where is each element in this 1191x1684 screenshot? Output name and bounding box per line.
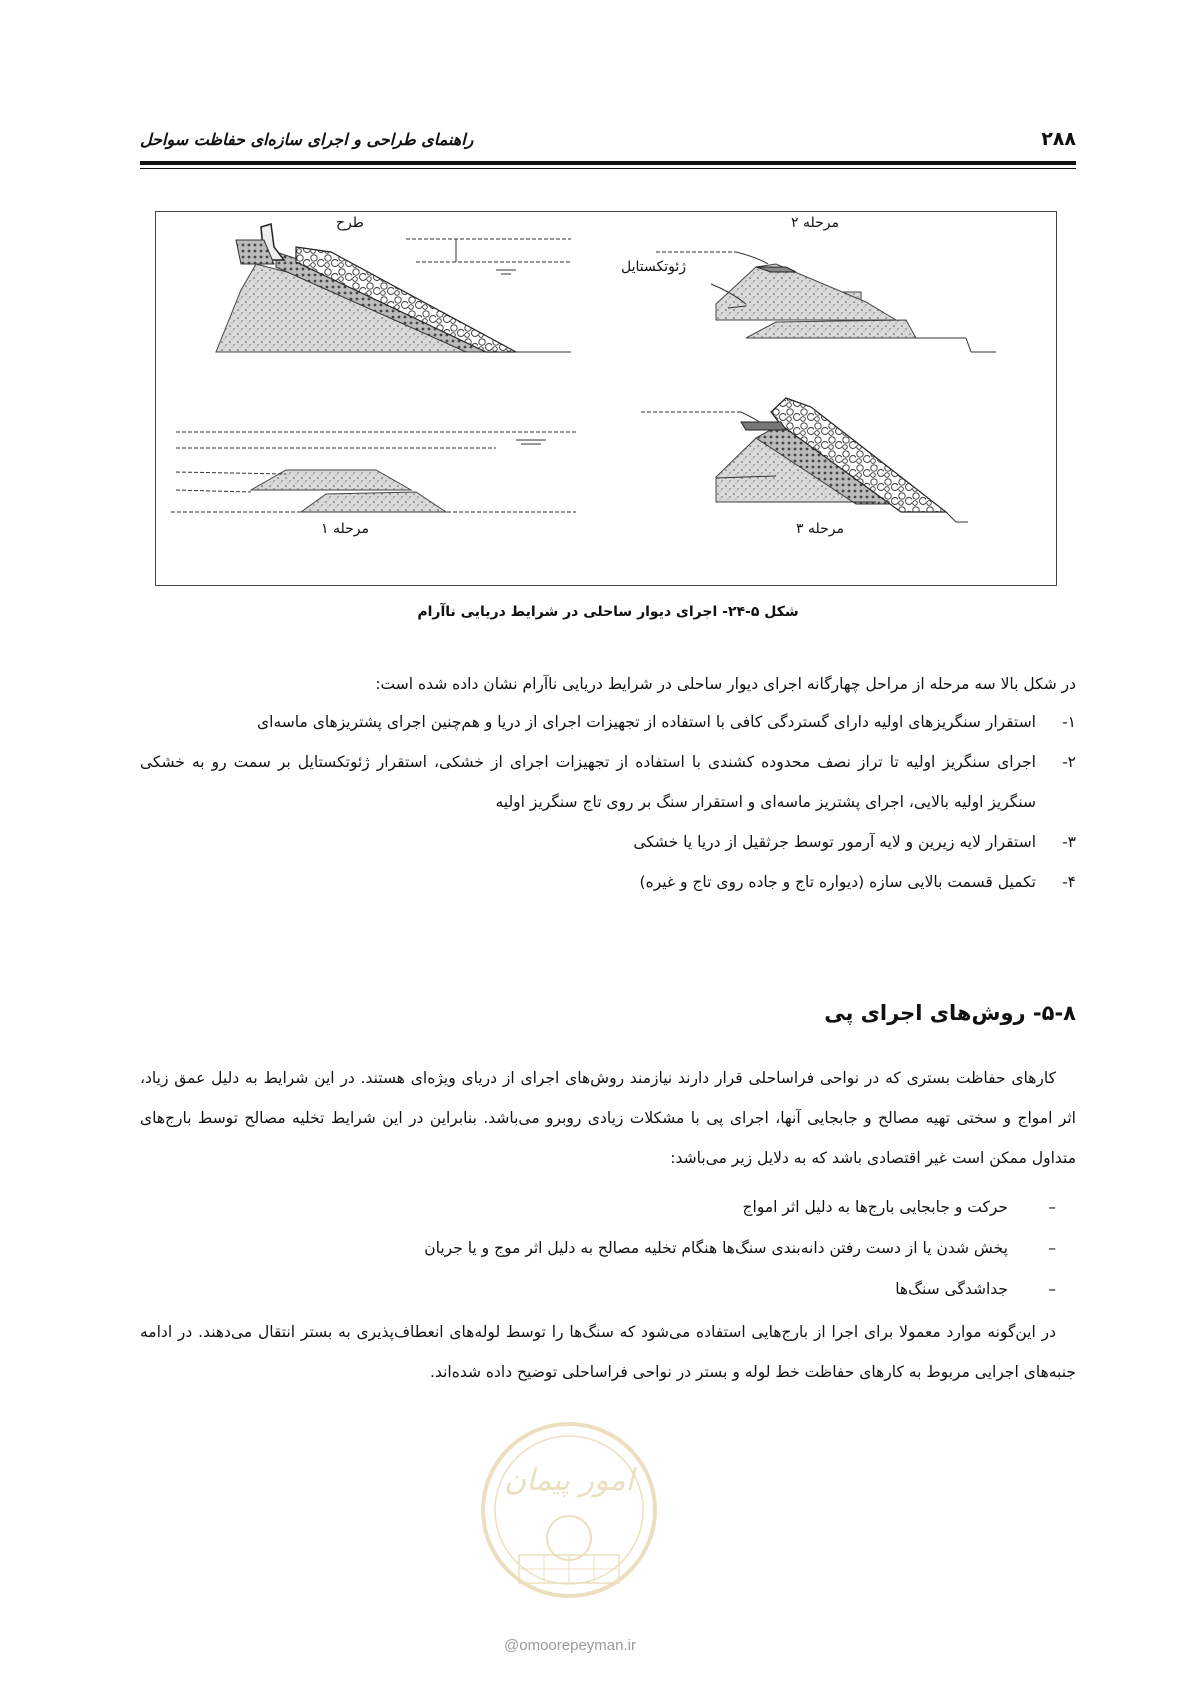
list-item (140, 822, 1076, 862)
dash-bullet: – (1048, 1280, 1056, 1298)
figure-drawing (156, 212, 1056, 585)
label-geotextile: ژئوتکستایل (621, 259, 686, 275)
dash-bullet: – (1048, 1198, 1056, 1216)
page-number: ۲۸۸ (1041, 128, 1076, 150)
label-design: طرح (336, 215, 364, 231)
reasons-list (140, 1187, 1076, 1310)
stage3-drawing (641, 398, 968, 522)
section-paragraph: کارهای حفاظت بستری که در نواحی فراساحلی قرار دارند نیازمند روش‌های اجرای از دریای ویژه‌ای هستند. در این شرایط به دلیل عمق زیاد، اثر امواج و سختی تهیه مصالح و جابجایی آنها، اجرای پی با مشکلات زیادی روبرو می‌باشد. بنابراین در این شرایط تخلیه مصالح توسط بارج‌های متداول ممکن است غیر اقتصادی باشد که به دلایل زیر می‌باشد: (140, 1069, 1076, 1167)
figure-caption: شکل ۵-۲۴- اجرای دیوار ساحلی در شرایط دریایی ناآرام (417, 604, 799, 620)
label-stage1: مرحله ۱ (321, 521, 369, 537)
list-item (140, 1187, 1076, 1228)
watermark-seal (479, 1420, 659, 1600)
step-number: ۲- (1062, 753, 1076, 771)
step-text: استقرار سنگریزهای اولیه دارای گستردگی کافی با استفاده از تجهیزات اجرای از دریا و هم‌چنین اجرای پشتریزهای ماسه‌ای (257, 713, 1036, 731)
header-rule-thin (140, 168, 1076, 169)
reason-text: حرکت و جابجایی بارج‌ها به دلیل اثر امواج (742, 1198, 1008, 1216)
stage1-drawing (171, 432, 576, 512)
design-drawing (216, 224, 571, 352)
construction-stages-figure (155, 211, 1057, 586)
list-item (140, 1269, 1076, 1310)
label-stage3: مرحله ۳ (796, 521, 844, 537)
stage2-drawing (656, 252, 996, 352)
intro-paragraph: در شکل بالا سه مرحله از مراحل چهارگانه اجرای دیوار ساحلی در شرایط دریایی ناآرام نشان داده شده است: (375, 675, 1076, 693)
step-text: اجرای سنگریز اولیه تا تراز نصف محدوده کشندی با استفاده از تجهیزات اجرای از خشکی، استقرار ژئوتکستایل بر سمت رو به خشکی سنگریز اولیه بالایی، اجرای پشتریز ماسه‌ای و استقرار سنگ بر روی تاج سنگریز اولیه (140, 753, 1036, 811)
watermark-url: @omoorepeyman.ir (504, 1637, 636, 1654)
closing-paragraph: در این‌گونه موارد معمولا برای اجرا از بارج‌هایی استفاده می‌شود که سنگ‌ها را توسط لوله‌های انعطاف‌پذیری به بستر انتقال می‌دهند. در ادامه جنبه‌های اجرایی مربوط به کارهای حفاظت خط لوله و بستر در نواحی فراساحلی توضیح داده شده‌اند. (140, 1323, 1076, 1381)
header-rule-thick (140, 161, 1076, 165)
list-item (140, 862, 1076, 902)
step-number: ۳- (1062, 833, 1076, 851)
step-number: ۴- (1062, 873, 1076, 891)
dash-bullet: – (1048, 1239, 1056, 1257)
list-item (140, 1228, 1076, 1269)
reason-text: پخش شدن یا از دست رفتن دانه‌بندی سنگ‌ها هنگام تخلیه مصالح به دلیل اثر موج و یا جریان (424, 1239, 1008, 1257)
reason-text: جداشدگی سنگ‌ها (895, 1280, 1008, 1298)
step-text: تکمیل قسمت بالایی سازه (دیواره تاج و جاده روی تاج و غیره) (639, 873, 1036, 891)
step-number: ۱- (1062, 713, 1076, 731)
label-stage2: مرحله ۲ (791, 215, 839, 231)
list-item (140, 702, 1076, 742)
watermark-text: امور پیمان (504, 1463, 634, 1498)
running-title: راهنمای طراحی و اجرای سازه‌ای حفاظت سواحل (140, 130, 474, 149)
step-text: استقرار لایه زیرین و لایه آرمور توسط جرثقیل از دریا یا خشکی (633, 833, 1036, 851)
list-item (140, 742, 1076, 822)
construction-steps-list (140, 702, 1076, 902)
section-heading: ۵-۸- روش‌های اجرای پی (824, 1001, 1076, 1025)
